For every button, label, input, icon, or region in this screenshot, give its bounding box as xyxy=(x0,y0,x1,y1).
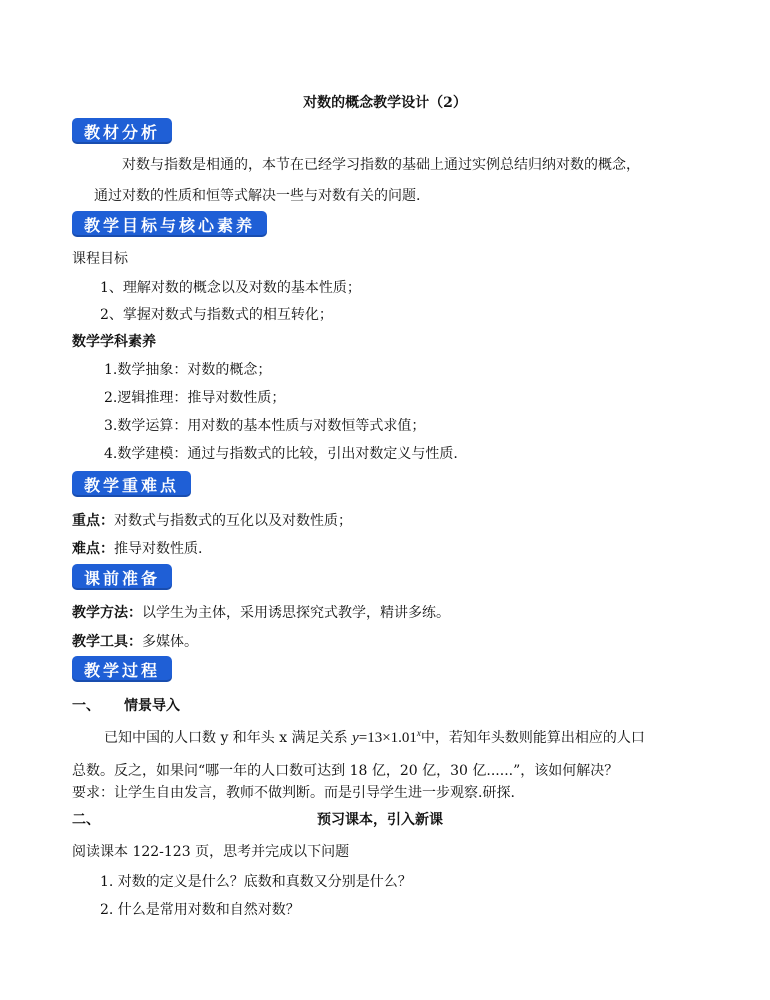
scenario-paragraph-line2: 总数。反之，如果问“哪一年的人口数可达到 18 亿，20 亿，30 亿......”，该如何解决？ xyxy=(72,763,619,779)
analysis-text-line2: 通过对数的性质和恒等式解决一些与对数有关的问题. xyxy=(94,188,421,204)
part1-number: 一、 xyxy=(72,698,100,714)
section-badge-process: 教学过程 xyxy=(72,656,172,682)
section-badge-goals: 教学目标与核心素养 xyxy=(72,211,267,237)
literacy-item: 3.数学运算：用对数的基本性质与对数恒等式求值； xyxy=(104,418,426,434)
difficult-point-text: 推导对数性质. xyxy=(114,541,203,557)
section-badge-preparation: 课前准备 xyxy=(72,564,172,590)
formula-base: y xyxy=(352,730,359,746)
course-goal-item: 1、理解对数的概念以及对数的基本性质； xyxy=(100,280,361,296)
teaching-tool-label: 教学工具： xyxy=(72,634,142,650)
literacy-item: 1.数学抽象：对数的概念； xyxy=(104,362,272,378)
teaching-method-text: 以学生为主体，采用诱思探究式教学，精讲多练。 xyxy=(142,605,450,621)
teaching-method-label: 教学方法： xyxy=(72,605,142,621)
difficult-point-label: 难点： xyxy=(72,541,114,557)
literacy-item: 2.逻辑推理：推导对数性质； xyxy=(104,390,286,406)
scenario-paragraph-line1 xyxy=(104,727,645,747)
part1-title: 情景导入 xyxy=(124,698,180,714)
part2-number: 二、 xyxy=(72,812,100,828)
question-item: 1. 对数的定义是什么？底数和真数又分别是什么？ xyxy=(100,874,412,890)
key-point-text: 对数式与指数式的互化以及对数性质； xyxy=(114,513,352,529)
formula-equation: =13×1.01 xyxy=(358,730,417,746)
scenario-text-a: 已知中国的人口数 y 和年头 x 满足关系 xyxy=(104,730,348,746)
part2-title: 预习课本，引入新课 xyxy=(317,812,443,828)
section-badge-analysis: 教材分析 xyxy=(72,118,172,144)
literacy-heading: 数学学科素养 xyxy=(72,334,156,350)
analysis-text-line1: 对数与指数是相通的，本节在已经学习指数的基础上通过实例总结归纳对数的概念， xyxy=(122,157,640,173)
literacy-item: 4.数学建模：通过与指数式的比较，引出对数定义与性质. xyxy=(104,446,458,462)
formula-exponent: x xyxy=(416,728,421,738)
scenario-text-b: 中，若知年头数则能算出相应的人口 xyxy=(420,730,645,746)
teaching-method-line xyxy=(72,602,450,622)
page-title: 对数的概念教学设计（2） xyxy=(303,95,467,111)
reading-instruction: 阅读课本 122-123 页，思考并完成以下问题 xyxy=(72,844,350,860)
course-goal-item: 2、掌握对数式与指数式的相互转化； xyxy=(100,307,333,323)
key-point-label: 重点： xyxy=(72,513,114,529)
course-goals-heading: 课程目标 xyxy=(72,251,128,267)
teaching-tool-line xyxy=(72,631,198,651)
population-formula xyxy=(352,730,421,746)
difficult-point-line xyxy=(72,538,202,558)
scenario-paragraph-line3: 要求：让学生自由发言，教师不做判断。而是引导学生进一步观察.研探. xyxy=(72,785,515,801)
teaching-tool-text: 多媒体。 xyxy=(142,634,198,650)
key-point-line xyxy=(72,510,352,530)
question-item: 2. 什么是常用对数和自然对数？ xyxy=(100,902,300,918)
section-badge-key-points: 教学重难点 xyxy=(72,471,191,497)
